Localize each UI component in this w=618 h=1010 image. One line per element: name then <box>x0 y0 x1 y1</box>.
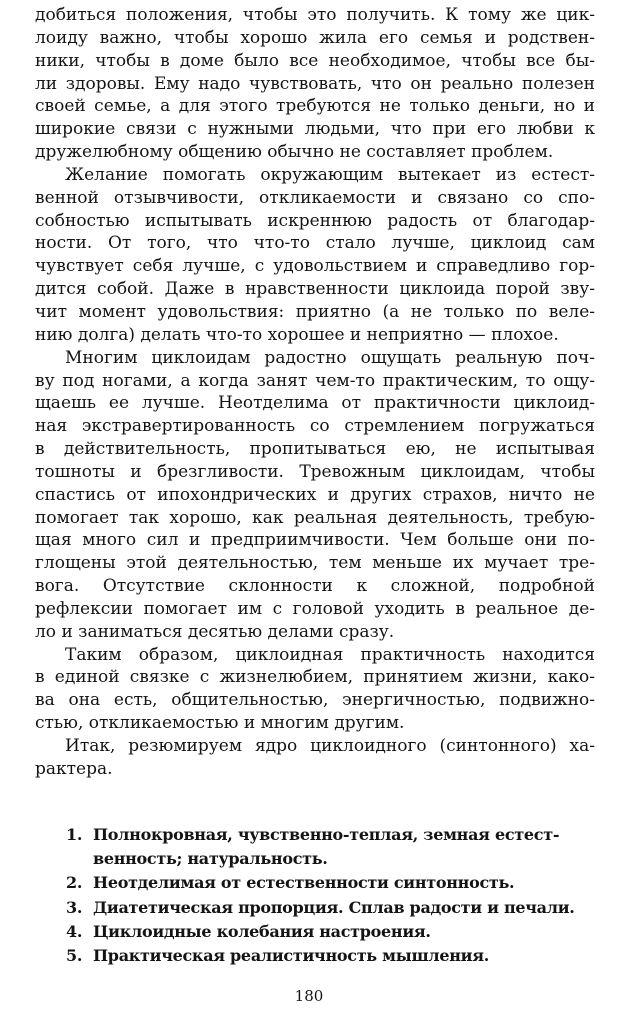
text-line: Итак, резюмируем ядро циклоидного (синтонного) ха- <box>65 736 595 756</box>
text-line: Желание помогать окружающим вытекает из естест- <box>65 164 595 185</box>
text-line: дится собой. Даже в нравственности циклоида порой зву- <box>35 279 595 300</box>
text-line: своей семье, а для этого требуются не только деньги, но и <box>35 96 595 117</box>
summary-item-line <box>66 896 596 920</box>
text-line: ву под ногами, а когда занят чем-то практическим, то ощу- <box>35 370 595 391</box>
text-line: тошноты и брезгливости. Тревожным циклоидам, чтобы <box>35 461 595 482</box>
summary-item-line <box>66 920 596 944</box>
summary-item-text: Неотделимая от естественности синтонность. <box>93 873 515 893</box>
text-line: спастись от ипохондрических и других страхов, ничто не <box>35 484 595 505</box>
text-line: ли здоровы. Ему надо чувствовать, что он реально полезен <box>35 73 595 94</box>
text-line: ники, чтобы в доме было все необходимое, чтобы все бы- <box>35 50 595 71</box>
text-line: Таким образом, циклоидная практичность находится <box>65 644 595 665</box>
body-text <box>35 4 595 781</box>
text-line: ная экстравертированность со стремлением погружаться <box>35 416 595 437</box>
text-line: щая много сил и предприимчивости. Чем больше они по- <box>35 530 595 551</box>
summary-item-text: Практическая реалистичность мышления. <box>93 945 489 965</box>
text-line: ности. От того, что что-то стало лучше, циклоид сам <box>35 233 595 254</box>
text-line: ло и заниматься десятью делами сразу. <box>35 621 395 642</box>
summary-item-number: 4. <box>66 921 83 941</box>
text-line: Многим циклоидам радостно ощущать реальную поч- <box>65 347 595 368</box>
summary-item-line <box>66 871 596 895</box>
summary-item-text: Диатетическая пропорция. Сплав радости и печали. <box>93 897 575 917</box>
text-line: в действительность, пропитываться ею, не испытывая <box>35 439 595 460</box>
summary-item <box>66 920 596 944</box>
text-line: рефлексии помогает им с головой уходить в реальное де- <box>35 598 595 619</box>
text-line: дружелюбному общению обычно не составляет проблем. <box>35 142 554 163</box>
text-line: лоиду важно, чтобы хорошо жила его семья и родствен- <box>35 27 595 48</box>
text-line: венной отзывчивости, откликаемости и связано со спо- <box>35 187 595 208</box>
text-line: собностью испытывать искреннюю радость от благодар- <box>35 210 595 231</box>
text-line: ва она есть, общительностью, энергичностью, подвижно- <box>35 690 595 711</box>
text-line: добиться положения, чтобы это получить. К тому же цик- <box>35 5 595 25</box>
summary-item-line <box>66 823 596 847</box>
summary-item <box>66 871 596 895</box>
summary-item <box>66 823 596 871</box>
summary-item-number: 5. <box>66 945 83 965</box>
summary-item-number: 1. <box>66 825 83 844</box>
summary-list <box>66 823 596 968</box>
summary-item-line <box>66 944 596 968</box>
page-number: 180 <box>294 987 324 1005</box>
text-line: рактера. <box>35 758 113 779</box>
text-line: чувствует себя лучше, с удовольствием и справедливо гор- <box>35 256 595 277</box>
text-line: щаешь ее лучше. Неотделима от практичности циклоид- <box>35 393 595 414</box>
summary-item-text: Циклоидные колебания настроения. <box>93 921 431 941</box>
text-line: нию долга) делать что-то хорошее и неприятно — плохое. <box>35 324 559 345</box>
text-line: в единой связке с жизнелюбием, принятием жизни, како- <box>35 667 595 688</box>
text-line: помогает так хорошо, как реальная деятельность, требую- <box>35 507 595 528</box>
text-line: чит момент удовольствия: приятно (а не только по веле- <box>35 301 595 322</box>
text-line: широкие связи с нужными людьми, что при его любви к <box>35 119 595 140</box>
text-line: глощены этой деятельностью, тем меньше их мучает тре- <box>35 553 595 574</box>
summary-item-line <box>66 847 596 871</box>
summary-item <box>66 944 596 968</box>
summary-item-number: 2. <box>66 873 83 893</box>
summary-item-number: 3. <box>66 897 83 917</box>
summary-item-text: венность; натуральность. <box>93 849 328 869</box>
text-line: вога. Отсутствие склонности к сложной, подробной <box>35 576 595 597</box>
summary-item-text: Полнокровная, чувственно-теплая, земная естест- <box>93 825 560 844</box>
text-line: стью, откликаемостью и многим другим. <box>35 713 405 734</box>
summary-item <box>66 896 596 920</box>
